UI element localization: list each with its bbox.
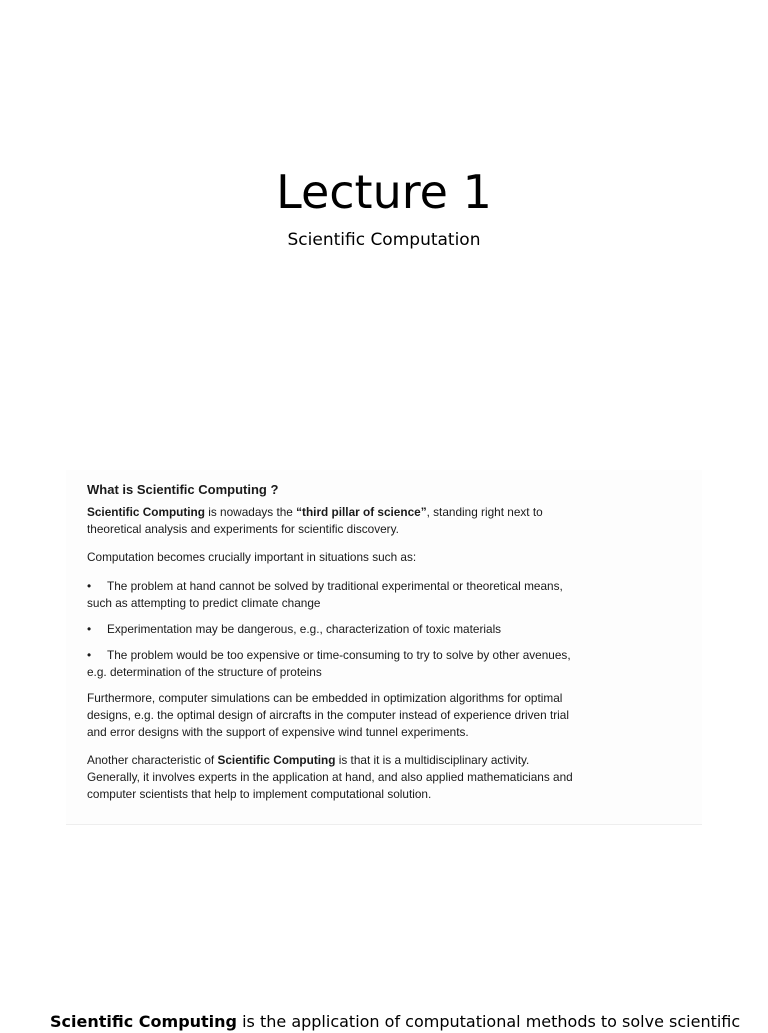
text-span: computer scientists that help to implement computational solution. [87,787,432,801]
slide-paragraph-intro [87,504,702,538]
list-item [87,647,702,681]
text-span: is the application of computational methods to solve scientific [237,1012,741,1031]
page-title: Lecture 1 [276,165,492,219]
slide-heading: What is Scientific Computing ? [87,482,279,497]
text-span: is nowadays the [204,505,297,519]
text-span: , standing right next to [426,505,543,519]
embedded-slide [66,470,702,825]
bold-quote: “third pillar of science” [296,505,427,519]
text-span: Generally, it involves experts in the application at hand, and also applied mathematicians and [87,770,573,784]
text-span: such as attempting to predict climate change [87,596,321,610]
text-span: The problem at hand cannot be solved by traditional experimental or theoretical means, [107,579,563,593]
list-item [87,578,702,612]
slide-paragraph-simulations [87,690,702,741]
text-span: The problem would be too expensive or time-consuming to try to solve by other avenues, [107,648,571,662]
bullet-icon: • [87,622,92,636]
text-span: theoretical analysis and experiments for scientific discovery. [87,522,399,536]
text-span: and error designs with the support of expensive wind tunnel experiments. [87,725,469,739]
bold-term: Scientific Computing [217,753,336,767]
body-paragraph [50,1011,768,1033]
list-item [87,621,702,638]
text-span: Furthermore, computer simulations can be embedded in optimization algorithms for optimal [87,691,563,705]
text-span: is that it is a multidisciplinary activity. [335,753,530,767]
slide-paragraph-multidisciplinary [87,752,702,803]
text-span: Another characteristic of [87,753,218,767]
situations-list [87,578,702,681]
text-span: Experimentation may be dangerous, e.g., characterization of toxic materials [107,622,502,636]
bullet-icon: • [87,579,92,593]
slide-paragraph-situations: Computation becomes crucially important in situations such as: [87,550,417,564]
text-span: e.g. determination of the structure of proteins [87,665,322,679]
bold-term: Scientific Computing [50,1012,238,1031]
bold-term: Scientific Computing [87,505,205,519]
bullet-icon: • [87,648,92,662]
page-subtitle: Scientific Computation [287,230,481,250]
text-span: designs, e.g. the optimal design of aircrafts in the computer instead of experience driven trial [87,708,569,722]
